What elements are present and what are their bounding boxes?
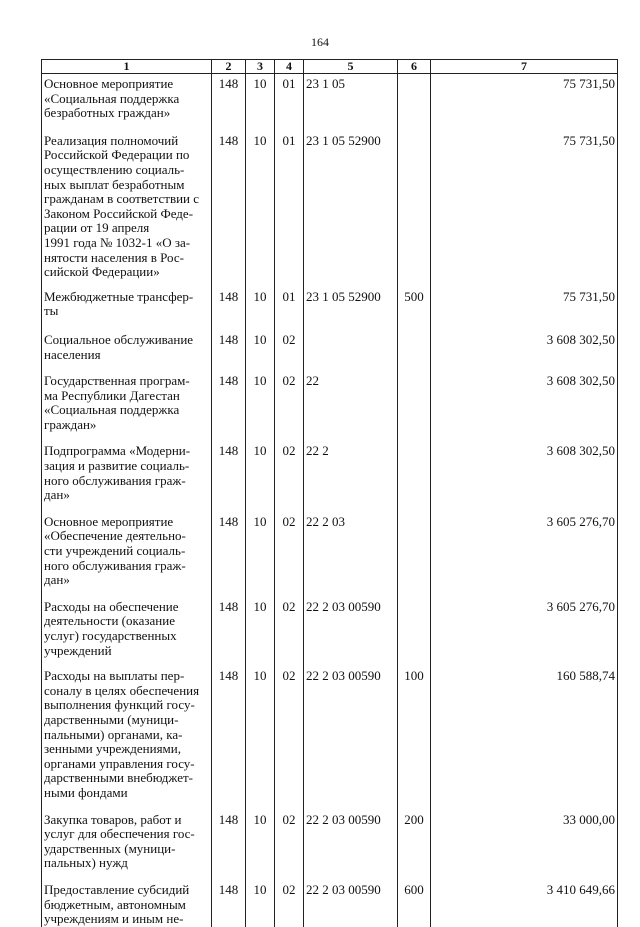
col-header-5: 5 [304,60,398,74]
row-name-line: сийской Федерации» [44,264,160,280]
row-name-line: Предоставление субсидий [44,881,190,897]
cell-section: 10 [246,374,275,444]
cell-expense-type [398,74,431,134]
cell-target-article: 22 2 03 00590 [304,600,398,669]
cell-section: 10 [246,134,275,290]
cell-section: 10 [246,515,275,600]
cell-chapter: 148 [212,813,246,883]
cell-target-article: 23 1 05 52900 [304,134,398,290]
row-name-line: Социальное обслуживание [44,331,194,347]
row-name-line: Основное мероприятие [44,76,174,91]
row-name-line: Расходы на выплаты пер- [44,668,185,684]
cell-chapter: 148 [212,374,246,444]
row-name [42,290,212,333]
cell-chapter: 148 [212,74,246,134]
cell-expense-type [398,333,431,374]
cell-section: 10 [246,333,275,374]
row-name-line: «Социальная поддержка [44,402,180,418]
cell-amount: 75 731,50 [431,74,618,134]
cell-amount: 3 410 649,66 [431,883,618,927]
row-name-line: Подпрограмма «Модерни- [44,443,191,459]
cell-expense-type [398,374,431,444]
cell-subsection: 02 [275,813,304,883]
cell-section: 10 [246,74,275,134]
cell-section: 10 [246,813,275,883]
cell-amount: 75 731,50 [431,134,618,290]
header-row [42,60,618,74]
cell-expense-type [398,444,431,514]
cell-subsection: 02 [275,374,304,444]
row-name-line: деятельности (оказание [44,613,175,629]
row-name-line: сти учреждений социаль- [44,543,186,559]
row-name-line: Межбюджетные трансфер- [44,288,194,304]
cell-amount: 3 605 276,70 [431,600,618,669]
row-name-line: ного обслуживания граж- [44,472,186,488]
cell-subsection: 02 [275,883,304,927]
cell-target-article: 23 1 05 52900 [304,290,398,333]
row-name-line: Расходы на обеспечение [44,598,179,614]
row-name [42,333,212,374]
row-name-line: ударственных (муници- [44,840,176,856]
cell-target-article [304,333,398,374]
row-name [42,444,212,514]
cell-expense-type [398,600,431,669]
row-name [42,134,212,290]
row-name-line: Закупка товаров, работ и [44,811,182,827]
row-name-line: Российской Федерации по [44,147,190,163]
row-name-line: ты [44,303,59,319]
row-name-line: бюджетным, автономным [44,896,186,912]
row-name-line: выполнения функций госу- [44,697,195,713]
row-name-line: ными фондами [44,784,128,800]
table-row [42,600,618,669]
table-row [42,444,618,514]
cell-subsection: 02 [275,515,304,600]
row-name-line: граждан» [44,416,97,432]
row-name [42,515,212,600]
row-name-line: дан» [44,487,70,503]
row-name-line: гражданам в соответствии с [44,191,200,207]
cell-expense-type [398,134,431,290]
table-row [42,290,618,333]
row-name-line: 1991 года № 1032-1 «О за- [44,234,191,250]
table-row [42,134,618,290]
row-name-line: услуг) государственных [44,628,177,643]
cell-subsection: 02 [275,333,304,374]
col-header-4: 4 [275,60,304,74]
cell-target-article: 22 2 03 00590 [304,813,398,883]
cell-target-article: 22 2 03 [304,515,398,600]
table-row [42,374,618,444]
row-name-line: зенными учреждениями, [44,741,181,757]
row-name-line: ного обслуживания граж- [44,557,186,573]
cell-chapter: 148 [212,444,246,514]
cell-subsection: 01 [275,290,304,333]
cell-amount: 3 608 302,50 [431,444,618,514]
col-header-6: 6 [398,60,431,74]
cell-section: 10 [246,444,275,514]
row-name-line: дарственными (муници- [44,711,179,727]
table-row [42,333,618,374]
cell-amount: 33 000,00 [431,813,618,883]
cell-subsection: 01 [275,74,304,134]
cell-subsection: 02 [275,669,304,812]
row-name-line: населения [44,346,101,362]
col-header-1: 1 [42,60,212,74]
cell-expense-type: 100 [398,669,431,812]
row-name-line: ных выплат безработным [44,176,185,192]
cell-expense-type: 600 [398,883,431,927]
row-name-line: Реализация полномочий [44,132,179,148]
col-header-3: 3 [246,60,275,74]
row-name-line: учреждениям и иным не- [44,911,184,927]
cell-expense-type: 200 [398,813,431,883]
cell-chapter: 148 [212,134,246,290]
row-name-line: соналу в целях обеспечения [44,682,200,698]
row-name [42,813,212,883]
cell-section: 10 [246,600,275,669]
row-name-line: осуществлению социаль- [44,161,185,177]
row-name-line: дарственными внебюджет- [44,770,193,786]
table-row [42,669,618,812]
row-name-line: нятости населения в Рос- [44,249,184,265]
cell-subsection: 01 [275,134,304,290]
cell-amount: 75 731,50 [431,290,618,333]
row-name [42,374,212,444]
row-name-line: дан» [44,572,70,588]
cell-target-article: 22 [304,374,398,444]
cell-chapter: 148 [212,600,246,669]
cell-target-article: 23 1 05 [304,74,398,134]
cell-expense-type [398,515,431,600]
cell-chapter: 148 [212,883,246,927]
col-header-2: 2 [212,60,246,74]
row-name-line: зация и развитие социаль- [44,458,190,474]
budget-table [41,59,618,927]
cell-target-article: 22 2 03 00590 [304,883,398,927]
cell-target-article: 22 2 [304,444,398,514]
row-name-line: Государственная програм- [44,373,190,389]
col-header-7: 7 [431,60,618,74]
cell-chapter: 148 [212,515,246,600]
table-row [42,74,618,134]
cell-amount: 160 588,74 [431,669,618,812]
cell-amount: 3 608 302,50 [431,374,618,444]
cell-chapter: 148 [212,669,246,812]
page-number: 164 [311,35,329,49]
table-row [42,515,618,600]
row-name-line: Основное мероприятие [44,513,174,529]
cell-amount: 3 605 276,70 [431,515,618,600]
row-name [42,669,212,812]
row-name-line: «Социальная поддержка [44,90,180,106]
cell-expense-type: 500 [398,290,431,333]
row-name-line: Законом Российской Феде- [44,205,194,221]
row-name-line: рации от 19 апреля [44,220,150,236]
row-name-line: безработных граждан» [44,105,171,121]
cell-section: 10 [246,669,275,812]
cell-section: 10 [246,883,275,927]
row-name-line: учреждений [44,642,112,658]
row-name-line: пальных) нужд [44,855,128,871]
cell-section: 10 [246,290,275,333]
row-name-line: ма Республики Дагестан [44,387,180,403]
cell-chapter: 148 [212,333,246,374]
row-name-line: «Обеспечение деятельно- [44,528,186,544]
row-name-line: органами управления госу- [44,755,195,771]
cell-target-article: 22 2 03 00590 [304,669,398,812]
cell-amount: 3 608 302,50 [431,333,618,374]
row-name [42,600,212,669]
cell-subsection: 02 [275,444,304,514]
row-name [42,74,212,134]
cell-subsection: 02 [275,600,304,669]
row-name-line: пальными) органами, ка- [44,726,183,742]
row-name-line: услуг для обеспечения гос- [44,826,195,842]
cell-chapter: 148 [212,290,246,333]
table-row [42,813,618,883]
